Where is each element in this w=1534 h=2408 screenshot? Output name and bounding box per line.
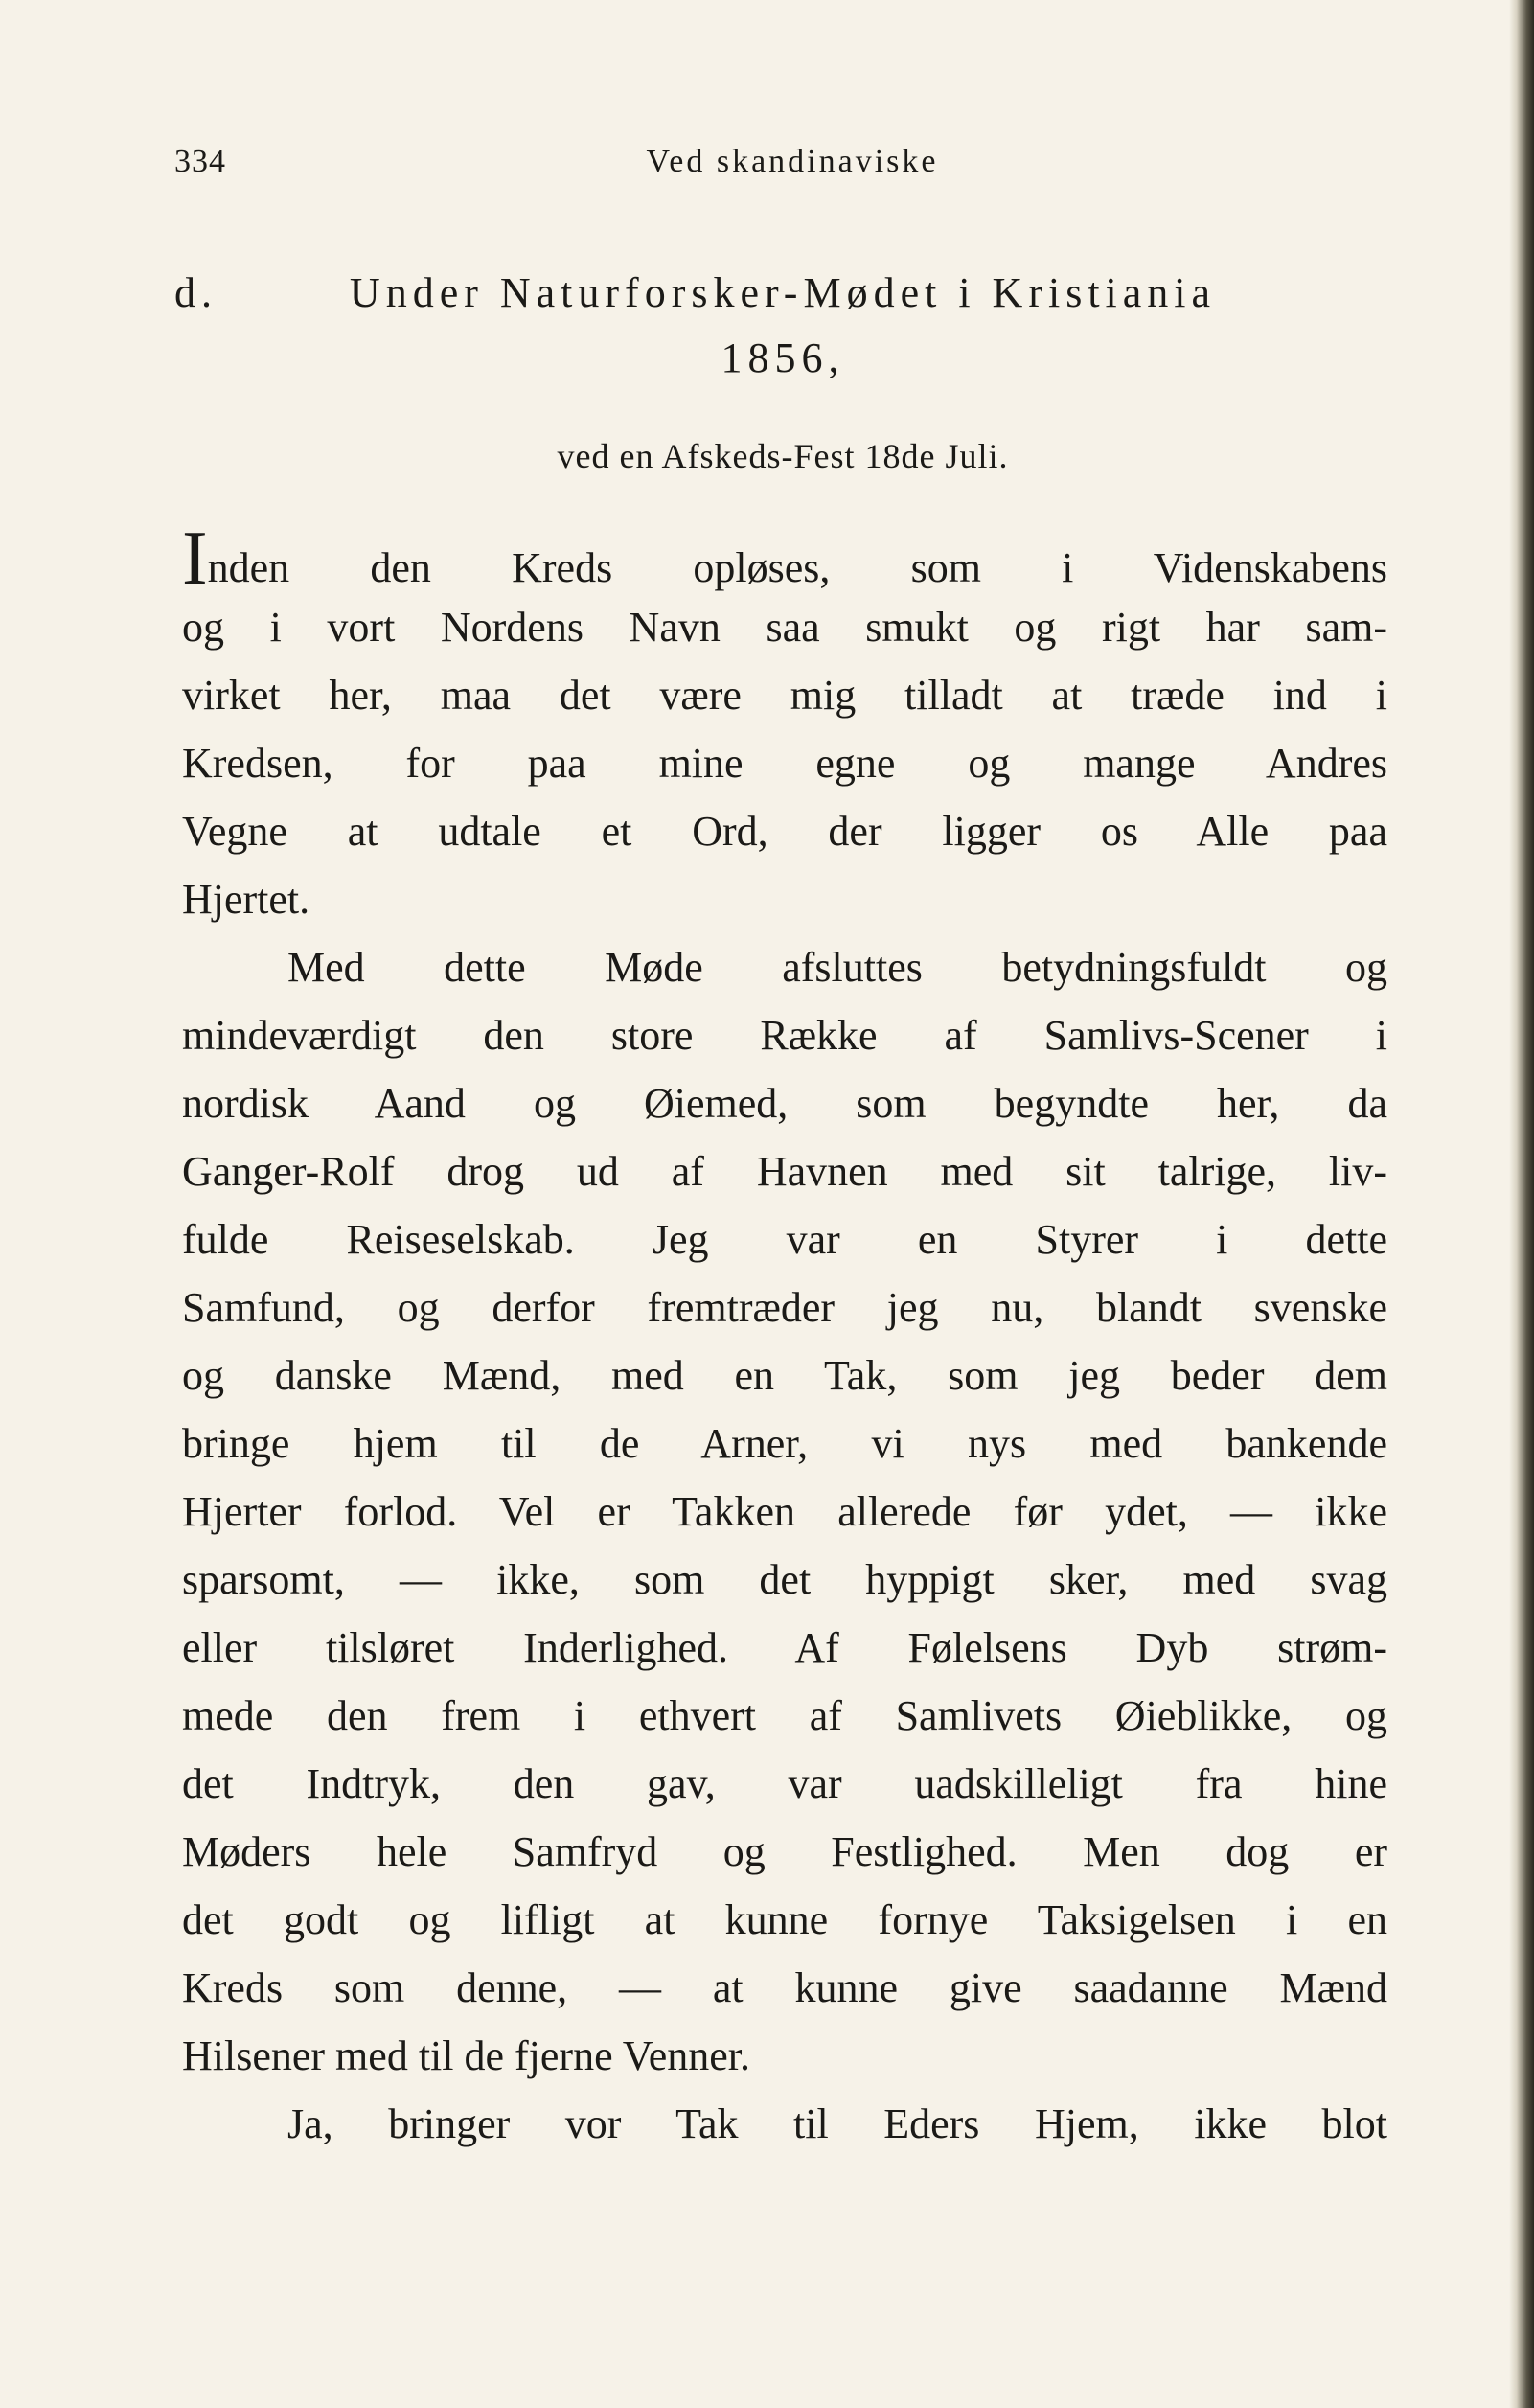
text-line: Ganger-Rolf drog ud af Havnen med sit talrige, liv- — [182, 1148, 1387, 1195]
running-head: Ved skandinaviske — [646, 144, 939, 179]
text-line: sparsomt, — ikke, som det hyppigt sker, med svag — [182, 1556, 1387, 1603]
text-line: bringe hjem til de Arner, vi nys med bankende — [182, 1420, 1387, 1467]
drop-cap: I — [182, 516, 208, 601]
page-edge-shadow — [1509, 0, 1534, 2408]
text-line: Hjertet. — [182, 876, 310, 923]
text-line: Kreds som denne, — at kunne give saadanne Mænd — [182, 1964, 1387, 2011]
text-line: fulde Reiseselskab. Jeg var en Styrer i dette — [182, 1216, 1387, 1263]
page-header — [174, 144, 1391, 192]
section-title-line-2: 1856, — [721, 334, 845, 381]
text-line: det godt og lifligt at kunne fornye Taksigelsen i en — [182, 1896, 1387, 1943]
body-text — [182, 516, 1387, 2158]
text-line: virket her, maa det være mig tilladt at træde ind i — [182, 672, 1387, 719]
section-title — [174, 261, 1391, 391]
text-line: det Indtryk, den gav, var uadskilleligt fra hine — [182, 1760, 1387, 1807]
text-line: Samfund, og derfor fremtræder jeg nu, blandt svenske — [182, 1284, 1387, 1331]
page-number: 334 — [174, 144, 226, 179]
text-line — [182, 516, 1387, 601]
text-line: mindeværdigt den store Række af Samlivs-Scener i — [182, 1012, 1387, 1059]
text-line: Vegne at udtale et Ord, der ligger os Alle paa — [182, 808, 1387, 855]
section-letter: d. — [174, 269, 218, 316]
text-line: mede den frem i ethvert af Samlivets Øieblikke, og — [182, 1692, 1387, 1739]
section-subtitle: ved en Afskeds-Fest 18de Juli. — [557, 437, 1009, 475]
text-line: Møders hele Samfryd og Festlighed. Men dog er — [182, 1828, 1387, 1875]
text-line: og i vort Nordens Navn saa smukt og rigt har sam- — [182, 604, 1387, 651]
text-line: Kredsen, for paa mine egne og mange Andres — [182, 740, 1387, 787]
text-line: Ja, bringer vor Tak til Eders Hjem, ikke blot — [287, 2100, 1387, 2147]
text-line: eller tilsløret Inderlighed. Af Følelsens Dyb strøm- — [182, 1624, 1387, 1671]
text-line: nordisk Aand og Øiemed, som begyndte her, da — [182, 1080, 1387, 1127]
text-line: Hjerter forlod. Vel er Takken allerede før ydet, — ikke — [182, 1488, 1387, 1535]
text-line-content: nden den Kreds opløses, som i Videnskabens — [207, 544, 1387, 591]
section-title-line-1: Under Naturforsker-Mødet i Kristiania — [349, 269, 1217, 316]
text-line: Med dette Møde afsluttes betydningsfuldt og — [287, 944, 1387, 991]
text-line: og danske Mænd, med en Tak, som jeg beder dem — [182, 1352, 1387, 1399]
text-line: Hilsener med til de fjerne Venner. — [182, 2032, 750, 2079]
